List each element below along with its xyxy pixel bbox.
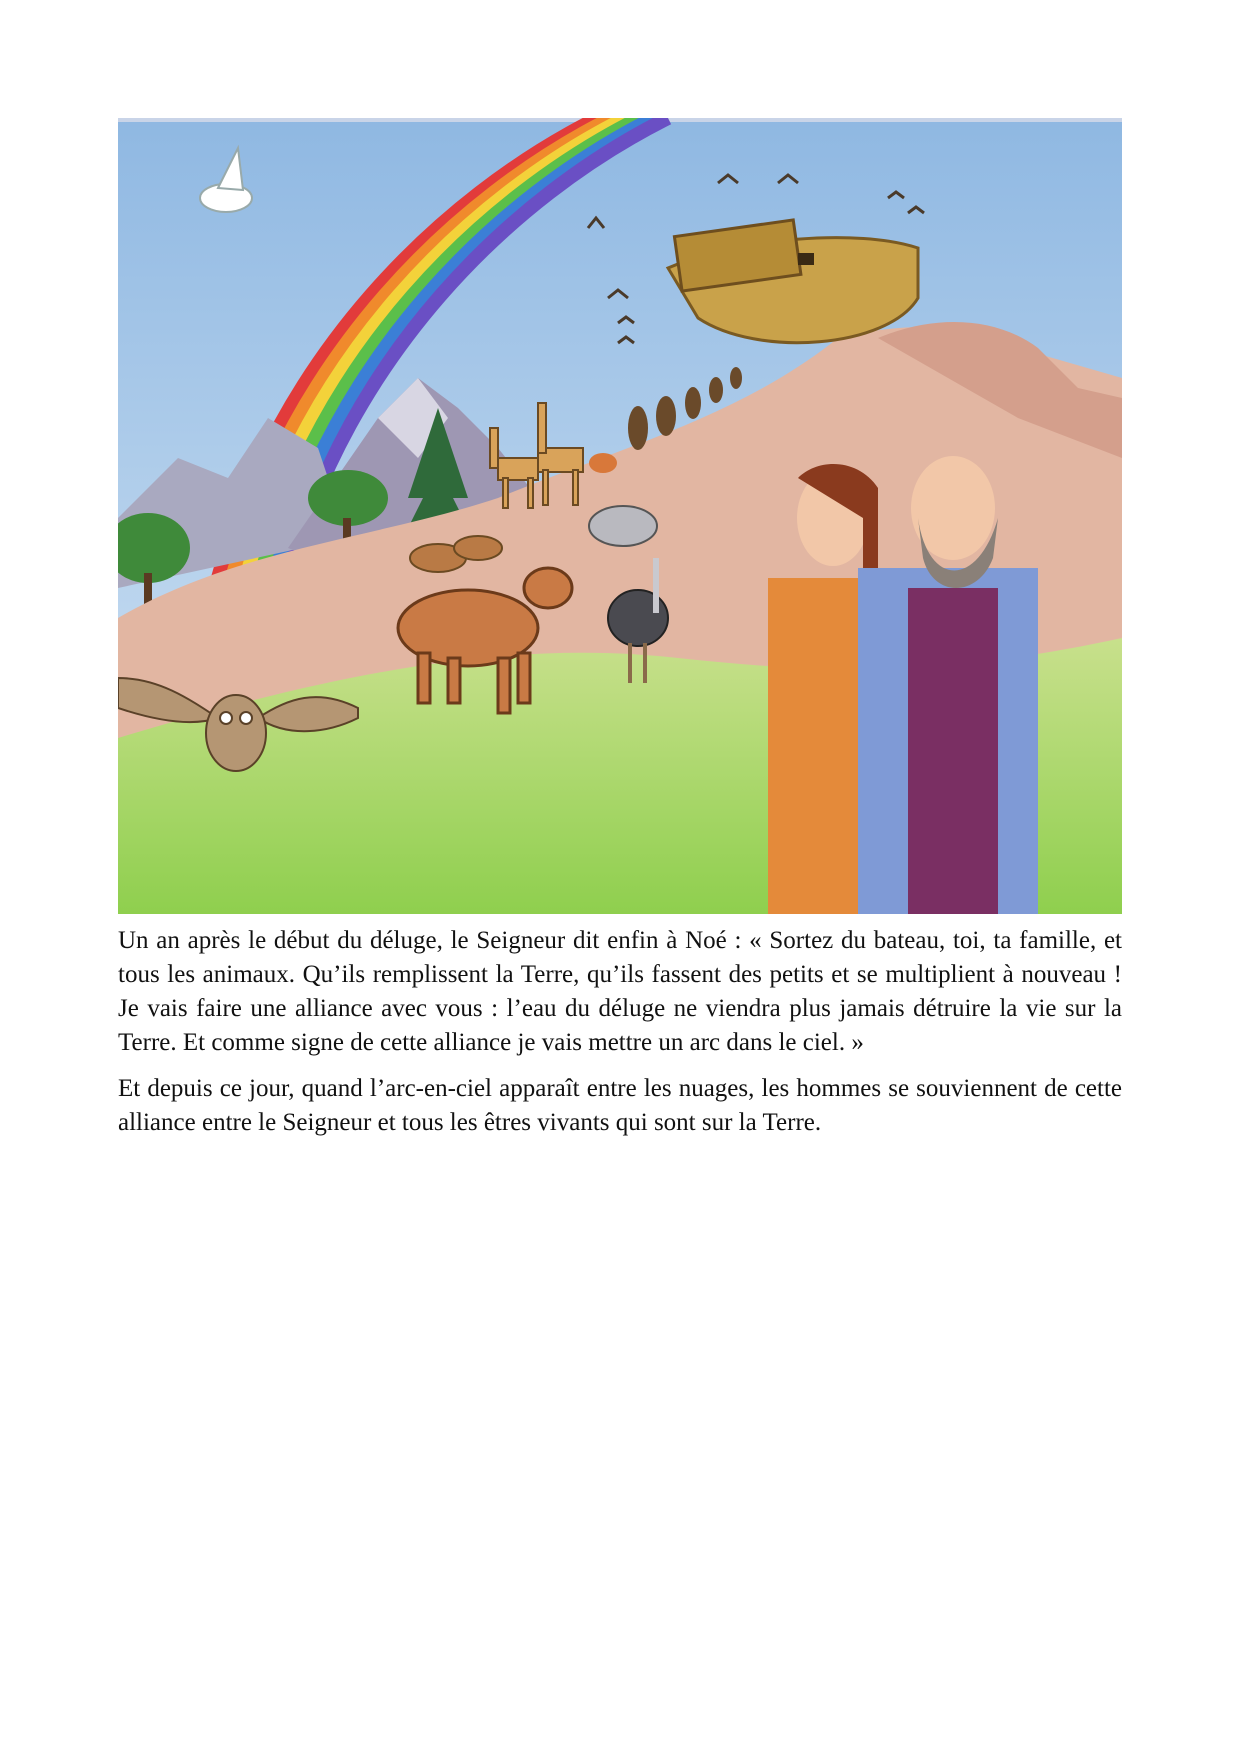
paragraph-1: Un an après le début du déluge, le Seigneur dit enfin à Noé : « Sortez du bateau, toi, ta famille, et tous les animaux. Qu’ils remplissent la Terre, qu’ils fassent des petits et se multiplient à nouveau ! Je vais faire une alliance avec vous : l’eau du déluge ne viendra plus jamais détruire la vie sur la Terre. Et comme signe de cette alliance je vais mettre un arc dans le ciel. » bbox=[118, 927, 1122, 1056]
noah-ark-rainbow-illustration bbox=[118, 118, 1122, 914]
story-text bbox=[118, 924, 1122, 1152]
paragraph-2: Et depuis ce jour, quand l’arc-en-ciel apparaît entre les nuages, les hommes se souviennent de cette alliance entre le Seigneur et tous les êtres vivants qui sont sur la Terre. bbox=[118, 1075, 1122, 1136]
illustration-canvas bbox=[118, 118, 1122, 914]
rhino bbox=[589, 506, 657, 546]
round-tree bbox=[308, 470, 388, 526]
